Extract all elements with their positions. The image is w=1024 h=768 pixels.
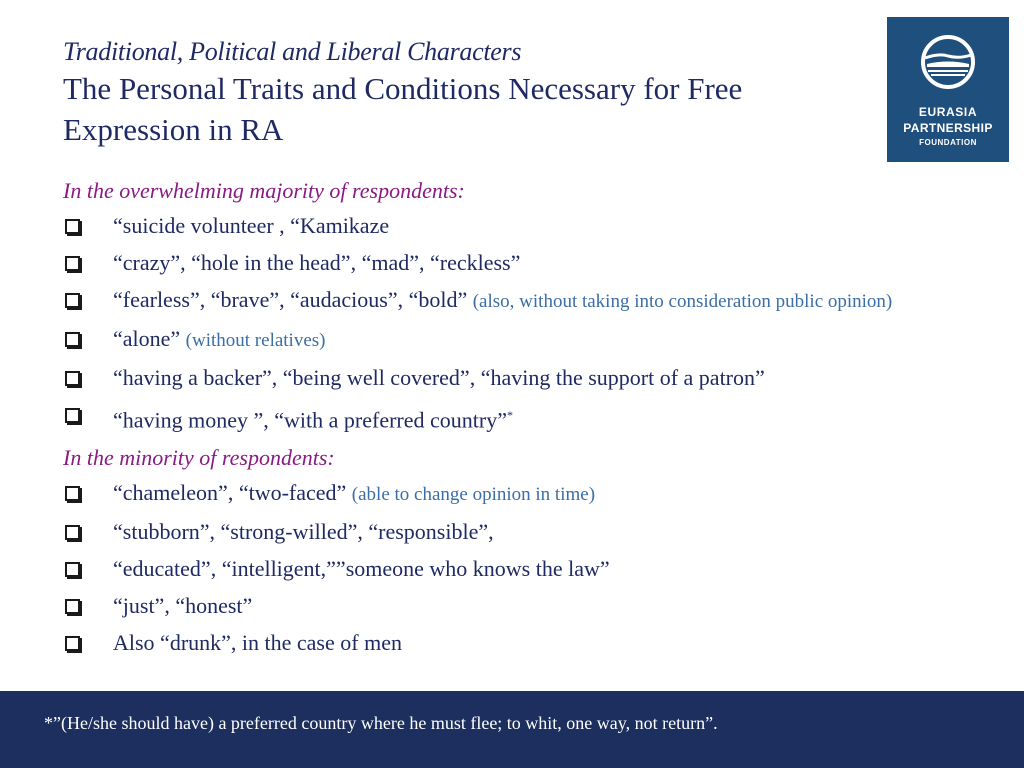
list-item-note: (also, without taking into consideration public opinion) [472,291,893,312]
checkbox-bullet-icon [65,599,80,614]
checkbox-bullet-icon [65,562,80,577]
slide-title-line-2: Expression in RA [63,112,284,147]
list-item-note: (without relatives) [185,330,326,351]
list-item [63,555,983,583]
checkbox-bullet-icon [65,219,80,234]
list-item-text: “crazy”, “hole in the head”, “mad”, “reckless” [113,250,521,275]
slide-title-line-1: The Personal Traits and Conditions Necessary for Free [63,71,743,106]
checkbox-bullet-icon [65,636,80,651]
slide-title [63,68,863,150]
list-item [63,479,983,509]
list-item-text: “chameleon”, “two-faced” [113,480,352,506]
list-item-text: “fearless”, “brave”, “audacious”, “bold” [113,287,473,312]
footer-bar [0,691,1024,768]
list-item [63,249,983,277]
globe-icon [917,31,979,93]
minority-heading: In the minority of respondents: [63,445,335,471]
list-item-text: “stubborn”, “strong-willed”, “responsible”, [113,519,494,545]
list-item-text: “alone” [113,326,186,351]
list-item [63,401,983,434]
checkbox-bullet-icon [65,408,80,423]
list-item [63,364,983,392]
checkbox-bullet-icon [65,256,80,271]
list-item-text: “just”, “honest” [113,593,253,619]
checkbox-bullet-icon [65,371,80,386]
checkbox-bullet-icon [65,525,80,540]
footnote-marker: * [507,408,513,422]
slide-subtitle: Traditional, Political and Liberal Characters [63,37,522,66]
slide-content [63,176,983,666]
checkbox-bullet-icon [65,332,80,347]
list-item-text: “suicide volunteer , “Kamikaze [113,213,390,238]
list-item-text: “having a backer”, “being well covered”, “having the support of a patron” [113,365,765,390]
logo-text-foundation: FOUNDATION [919,138,977,147]
list-item-text: “having money ”, “with a preferred country” [113,407,507,433]
list-item [63,518,983,546]
list-item [63,629,983,657]
footnote-text: *”(He/she should have) a preferred country where he must flee; to whit, one way, not return”. [44,713,718,733]
logo-text-eurasia: EURASIA [918,105,978,119]
checkbox-bullet-icon [65,293,80,308]
list-item-text: Also “drunk”, in the case of men [113,630,402,656]
list-item [63,212,983,240]
checkbox-bullet-icon [65,486,80,501]
list-item-note: (able to change opinion in time) [351,484,596,506]
list-item [63,286,983,316]
logo-text-partnership: PARTNERSHIP [903,121,993,135]
majority-heading: In the overwhelming majority of respondents: [63,178,465,203]
title-block [63,36,863,150]
list-item [63,592,983,620]
list-item-text: “educated”, “intelligent,””someone who knows the law” [113,556,610,582]
eurasia-partnership-logo [887,17,1009,162]
list-item [63,325,983,355]
